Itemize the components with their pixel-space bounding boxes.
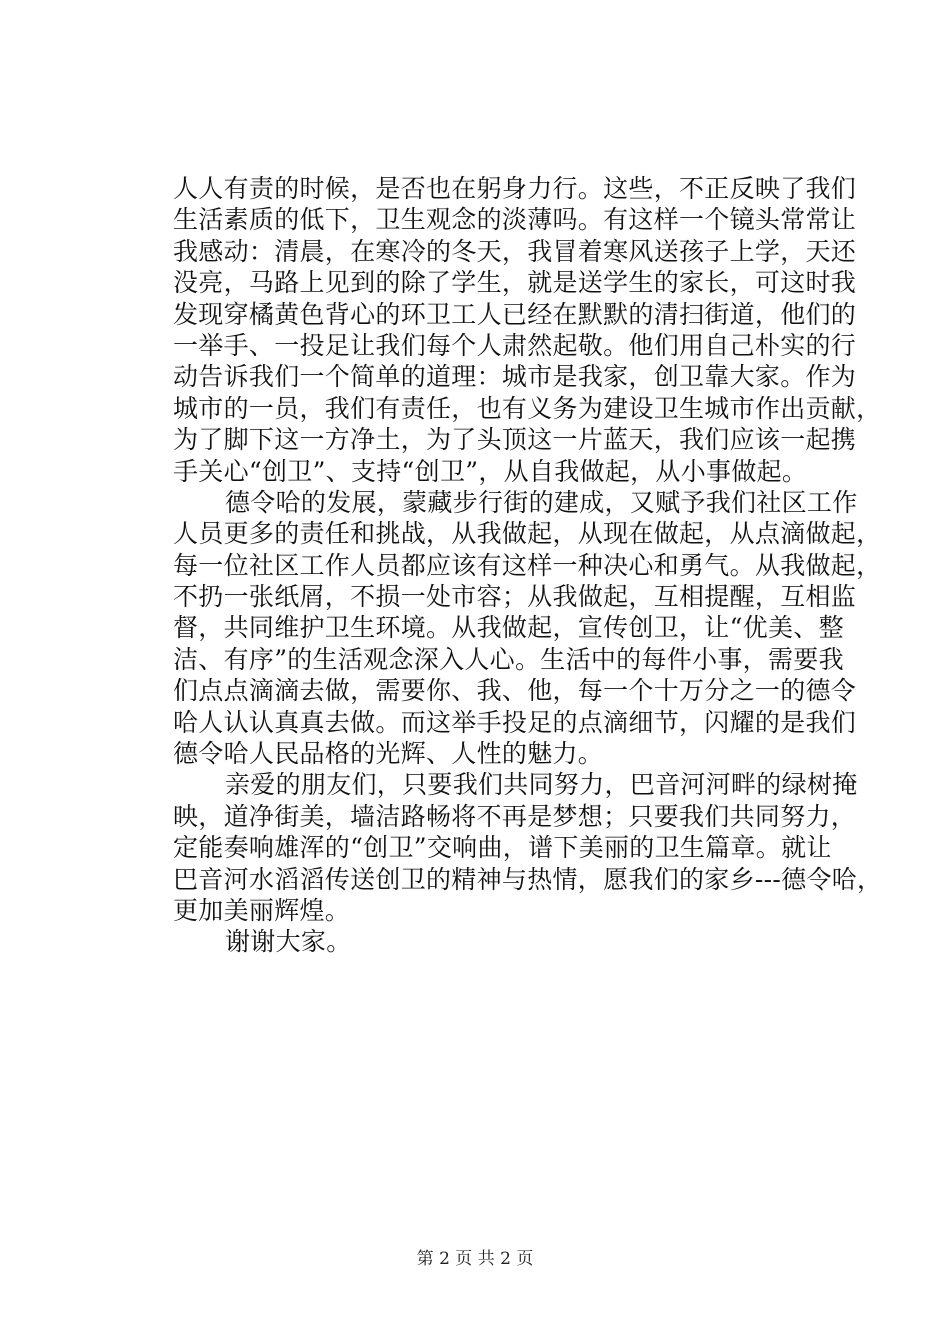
text-line: 督，共同维护卫生环境。从我做起，宣传创卫，让“优美、整 (173, 613, 844, 643)
text-line: 更加美丽辉煌。 (173, 895, 351, 925)
text-line: 巴音河水滔滔传送创卫的精神与热情，愿我们的家乡---德令哈， (173, 864, 883, 894)
page-indicator: 第 2 页 共 2 页 (416, 1249, 534, 1269)
text-line: 定能奏响雄浑的“创卫”交响曲，谱下美丽的卫生篇章。就让 (173, 833, 832, 863)
text-line: 生活素质的低下，卫生观念的淡薄吗。有这样一个镜头常常让 (173, 205, 857, 235)
text-line: 人员更多的责任和挑战，从我做起，从现在做起，从点滴做起， (173, 519, 882, 549)
text-line: 发现穿橘黄色背心的环卫工人已经在默默的清扫街道，他们的 (173, 299, 857, 329)
text-line: 动告诉我们一个简单的道理：城市是我家，创卫靠大家。作为 (173, 362, 857, 392)
text-line: 哈人认认真真去做。而这举手投足的点滴细节，闪耀的是我们 (173, 707, 857, 737)
page-footer (0, 1244, 950, 1269)
text-line: 人人有责的时候，是否也在躬身力行。这些，不正反映了我们 (173, 174, 857, 203)
document-body (173, 173, 883, 958)
text-line: 一举手、一投足让我们每个人肃然起敬。他们用自己朴实的行 (173, 330, 857, 360)
text-line: 我感动：清晨，在寒冷的冬天，我冒着寒风送孩子上学，天还 (173, 236, 857, 266)
text-line: 洁、有序”的生活观念深入人心。生活中的每件小事，需要我 (173, 644, 844, 674)
text-line: 德令哈人民品格的光辉、人性的魅力。 (173, 739, 604, 769)
text-line: 不扔一张纸屑，不损一处市容；从我做起，互相提醒，互相监 (173, 582, 857, 612)
text-line: 没亮，马路上见到的除了学生，就是送学生的家长，可这时我 (173, 268, 857, 298)
text-line: 城市的一员，我们有责任，也有义务为建设卫生城市作出贡献， (173, 393, 882, 423)
paragraph-start-line: 亲爱的朋友们，只要我们共同努力，巴音河河畔的绿树掩 (225, 770, 858, 800)
paragraph-start-line: 德令哈的发展，蒙藏步行街的建成，又赋予我们社区工作 (225, 487, 858, 517)
text-line: 每一位社区工作人员都应该有这样一种决心和勇气。从我做起， (173, 550, 882, 580)
text-line: 为了脚下这一方净土，为了头顶这一片蓝天，我们应该一起携 (173, 425, 857, 455)
text-line: 们点点滴滴去做，需要你、我、他，每一个十万分之一的德令 (173, 676, 857, 706)
text-line: 映，道净街美，墙洁路畅将不再是梦想；只要我们共同努力， (173, 801, 857, 831)
text-line: 手关心“创卫”、支持“创卫”，从自我做起，从小事做起。 (173, 456, 808, 486)
closing-line: 谢谢大家。 (225, 927, 352, 957)
